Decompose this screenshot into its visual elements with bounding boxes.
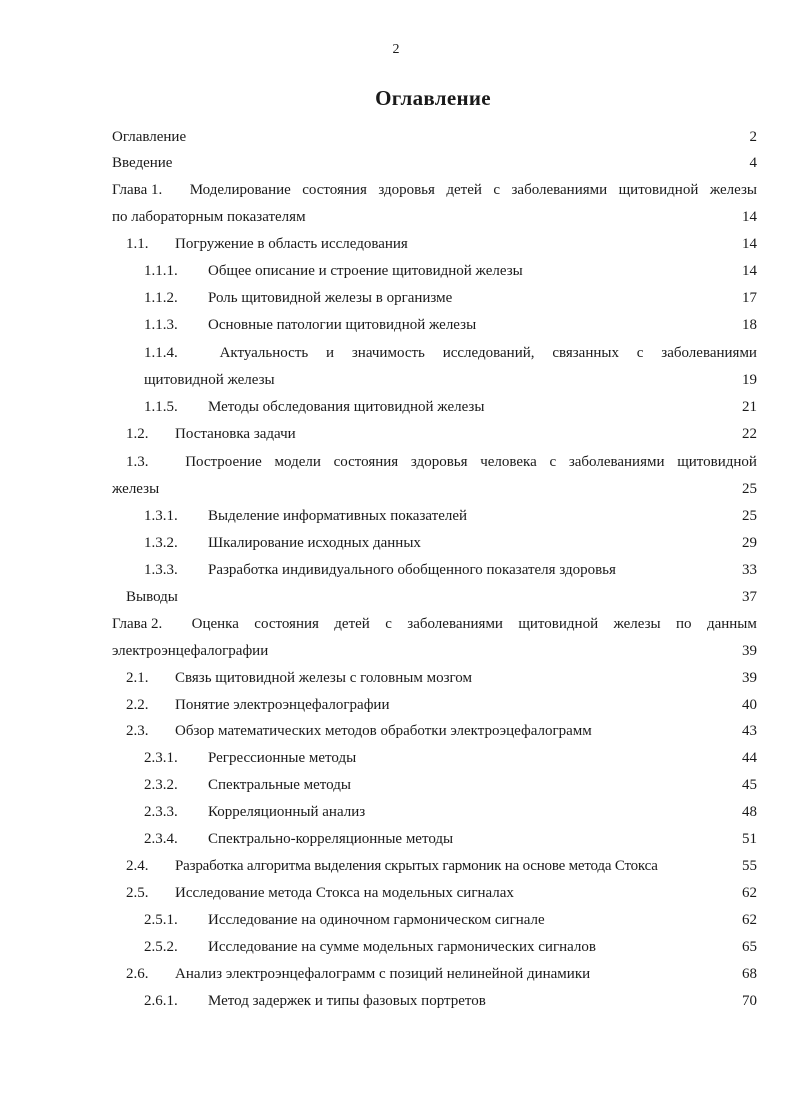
toc-entry-word: железы	[613, 616, 661, 632]
toc-entry-title: щитовидной железы	[144, 372, 275, 388]
toc-entry-title: по лабораторным показателям	[112, 209, 306, 225]
toc-entry-page: 55	[742, 858, 757, 874]
toc-entry[interactable]	[126, 231, 757, 257]
toc-entry-page: 48	[742, 804, 757, 820]
toc-entry[interactable]	[144, 285, 757, 311]
toc-entry-page: 68	[742, 966, 757, 982]
toc-entry-title: Регрессионные методы	[208, 750, 357, 766]
toc-entry[interactable]	[112, 150, 757, 176]
toc-entry-page: 40	[742, 697, 757, 713]
toc-entry[interactable]	[126, 961, 757, 987]
toc-entry-page: 70	[742, 993, 757, 1009]
toc-entry-word: с	[493, 182, 501, 198]
toc-entry-page: 62	[742, 912, 757, 928]
toc-entry-title: Корреляционный анализ	[208, 804, 366, 820]
toc-entry[interactable]	[144, 934, 757, 960]
toc-entry-number: 1.3.1.	[144, 508, 178, 524]
toc-entry-page: 2	[749, 129, 757, 145]
toc-entry[interactable]	[144, 907, 757, 933]
toc-entry[interactable]	[126, 584, 757, 610]
toc-entry[interactable]	[144, 799, 757, 825]
toc-entry-word: Построение	[185, 454, 262, 470]
toc-entry-number: 2.2.	[126, 697, 149, 713]
toc-entry-number: 2.1.	[126, 670, 149, 686]
toc-entry-word: данным	[706, 616, 757, 632]
toc-entry-title: Обзор математических методов обработки электроэцефалограмм	[175, 723, 592, 739]
toc-entry-word: с	[636, 345, 644, 361]
toc-entry-page: 18	[742, 317, 757, 333]
toc-entry[interactable]	[144, 772, 757, 798]
toc-entry-number: 2.3.	[126, 723, 149, 739]
toc-entry-title: Спектральные методы	[208, 777, 351, 793]
toc-entry-line2[interactable]	[112, 204, 757, 230]
toc-entry-page: 25	[742, 508, 757, 524]
toc-entry-word: по	[676, 616, 692, 632]
toc-entry-word: заболеваниями	[511, 182, 608, 198]
toc-entry[interactable]	[144, 826, 757, 852]
toc-entry-page: 39	[742, 643, 757, 659]
toc-entry-number: 2.3.2.	[144, 777, 178, 793]
toc-entry-title: Выделение информативных показателей	[208, 508, 468, 524]
toc-entry-title: Шкалирование исходных данных	[208, 535, 421, 551]
toc-entry-word: Моделирование	[189, 182, 291, 198]
toc-entry-line2[interactable]	[112, 638, 757, 664]
toc-entry-number: 2.3.1.	[144, 750, 178, 766]
toc-entry-title: электроэнцефалографии	[112, 643, 269, 659]
toc-entry-line1[interactable]	[144, 340, 757, 366]
toc-entry-word: состояния	[302, 182, 367, 198]
toc-entry-page: 45	[742, 777, 757, 793]
toc-entry-number: 2.4.	[126, 858, 149, 874]
toc-entry-number: 1.1.3.	[144, 317, 178, 333]
toc-entry-title: Роль щитовидной железы в организме	[208, 290, 453, 306]
toc-entry-page: 43	[742, 723, 757, 739]
toc-entry-page: 62	[742, 885, 757, 901]
toc-entry-line2[interactable]	[112, 476, 757, 502]
toc-entry-page: 14	[742, 236, 757, 252]
toc-entry-word: заболеваниями	[568, 454, 665, 470]
toc-entry-title: Разработка индивидуального обобщенного показателя здоровья	[208, 562, 616, 578]
toc-entry[interactable]	[144, 312, 757, 338]
toc-entry-word: модели	[274, 454, 321, 470]
toc-entry-page: 19	[742, 372, 757, 388]
toc-entry-title: Оглавление	[112, 129, 187, 145]
toc-entry-title: Метод задержек и типы фазовых портретов	[208, 993, 486, 1009]
toc-entry-title: железы	[112, 481, 160, 497]
toc-entry-title: Понятие электроэнцефалографии	[175, 697, 390, 713]
toc-entry-page: 14	[742, 263, 757, 279]
toc-entry[interactable]	[112, 124, 757, 150]
toc-entry-title: Введение	[112, 155, 173, 171]
toc-entry-word: железы	[709, 182, 757, 198]
toc-entry-word: с	[385, 616, 392, 632]
toc-entry-line1[interactable]	[112, 177, 757, 203]
toc-entry-word: Оценка	[191, 616, 239, 632]
toc-entry-number: 1.3.	[126, 454, 149, 470]
toc-entry-title: Разработка алгоритма выделения скрытых гармоник на основе метода Стокса	[175, 858, 658, 874]
toc-entry-title: Спектрально-корреляционные методы	[208, 831, 454, 847]
toc-entry-word: значимость	[351, 345, 425, 361]
toc-entry-number: 1.3.2.	[144, 535, 178, 551]
toc-entry-title: Связь щитовидной железы с головным мозгом	[175, 670, 472, 686]
toc-entry-number: 1.1.1.	[144, 263, 178, 279]
toc-entry-page: 33	[742, 562, 757, 578]
toc-entry-word: щитовидной	[618, 182, 699, 198]
toc-entry-page: 25	[742, 481, 757, 497]
toc-entry-word: Актуальность	[219, 345, 309, 361]
toc-entry-title: Исследование на одиночном гармоническом сигнале	[208, 912, 545, 928]
toc-entry-number: 2.3.3.	[144, 804, 178, 820]
toc-entry[interactable]	[144, 988, 757, 1014]
toc-entry-line1[interactable]	[126, 449, 757, 475]
toc-entry-page: 51	[742, 831, 757, 847]
toc-entry-title: Общее описание и строение щитовидной железы	[208, 263, 523, 279]
toc-entry-title: Исследование метода Стокса на модельных сигналах	[175, 885, 514, 901]
toc-entry-page: 17	[742, 290, 757, 306]
toc-entry-page: 14	[742, 209, 757, 225]
toc-entry-title: Основные патологии щитовидной железы	[208, 317, 477, 333]
toc-entry-title: Постановка задачи	[175, 426, 296, 442]
toc-entry[interactable]	[126, 718, 757, 744]
toc-entry-word: исследований,	[442, 345, 535, 361]
toc-entry-word: заболеваниями	[407, 616, 503, 632]
toc-entry[interactable]	[144, 258, 757, 284]
toc-entry-word: детей	[446, 182, 482, 198]
toc-entry-word: здоровья	[410, 454, 468, 470]
toc-entry-page: 65	[742, 939, 757, 955]
toc-entry-word: состояния	[254, 616, 319, 632]
toc-entry[interactable]	[144, 557, 757, 583]
toc-entry-number: 2.3.4.	[144, 831, 178, 847]
toc-entry-number: 2.6.	[126, 966, 149, 982]
toc-entry-number: 2.5.	[126, 885, 149, 901]
toc-entry-page: 22	[742, 426, 757, 442]
toc-entry-number: 1.1.5.	[144, 399, 178, 415]
toc-entry-number: Глава 1.	[112, 182, 163, 198]
toc-entry-word: щитовидной	[677, 454, 757, 470]
toc-entry[interactable]	[126, 880, 757, 906]
toc-entry-number: 1.1.	[126, 236, 149, 252]
toc-entry[interactable]	[144, 530, 757, 556]
toc-entry-line2[interactable]	[144, 367, 757, 393]
toc-entry-word: с	[549, 454, 557, 470]
toc-entry-number: 2.5.1.	[144, 912, 178, 928]
toc-entry-page: 44	[742, 750, 757, 766]
toc-entry-number: 2.6.1.	[144, 993, 178, 1009]
toc-entry[interactable]	[144, 394, 757, 420]
toc-entry-word: детей	[334, 616, 370, 632]
toc-entry-word: щитовидной	[518, 616, 599, 632]
toc-entry[interactable]	[126, 853, 757, 879]
toc-heading: Оглавление	[375, 86, 491, 110]
toc-entry-page: 4	[749, 155, 757, 171]
toc-entry-title: Выводы	[126, 589, 178, 605]
toc-entry-page: 37	[742, 589, 757, 605]
toc-entry-title: Погружение в область исследования	[175, 236, 408, 252]
toc-entry[interactable]	[126, 665, 757, 691]
toc-entry-number: 2.5.2.	[144, 939, 178, 955]
toc-entry[interactable]	[144, 745, 757, 771]
toc-entry-page: 39	[742, 670, 757, 686]
toc-entry-number: Глава 2.	[112, 616, 163, 632]
toc-entry-word: заболеваниями	[661, 345, 757, 361]
toc-entry-word: человека	[480, 454, 537, 470]
toc-entry-number: 1.1.2.	[144, 290, 178, 306]
toc-entry[interactable]	[126, 421, 757, 447]
toc-entry-page: 21	[742, 399, 757, 415]
toc-entry-title: Исследование на сумме модельных гармонических сигналов	[208, 939, 597, 955]
toc-entry-number: 1.2.	[126, 426, 149, 442]
page-number: 2	[392, 42, 400, 57]
toc-entry-page: 29	[742, 535, 757, 551]
toc-entry-line1[interactable]	[112, 611, 757, 637]
toc-entry-number: 1.3.3.	[144, 562, 178, 578]
toc-entry[interactable]	[126, 692, 757, 718]
toc-entry-title: Анализ электроэнцефалограмм с позиций нелинейной динамики	[175, 966, 591, 982]
toc-entry-title: Методы обследования щитовидной железы	[208, 399, 485, 415]
toc-entry-word: связанных	[552, 345, 619, 361]
toc-entry-number: 1.1.4.	[144, 345, 178, 361]
toc-entry-word: и	[326, 345, 335, 361]
toc-entry-word: состояния	[333, 454, 399, 470]
toc-entry[interactable]	[144, 503, 757, 529]
toc-entry-word: здоровья	[378, 182, 435, 198]
